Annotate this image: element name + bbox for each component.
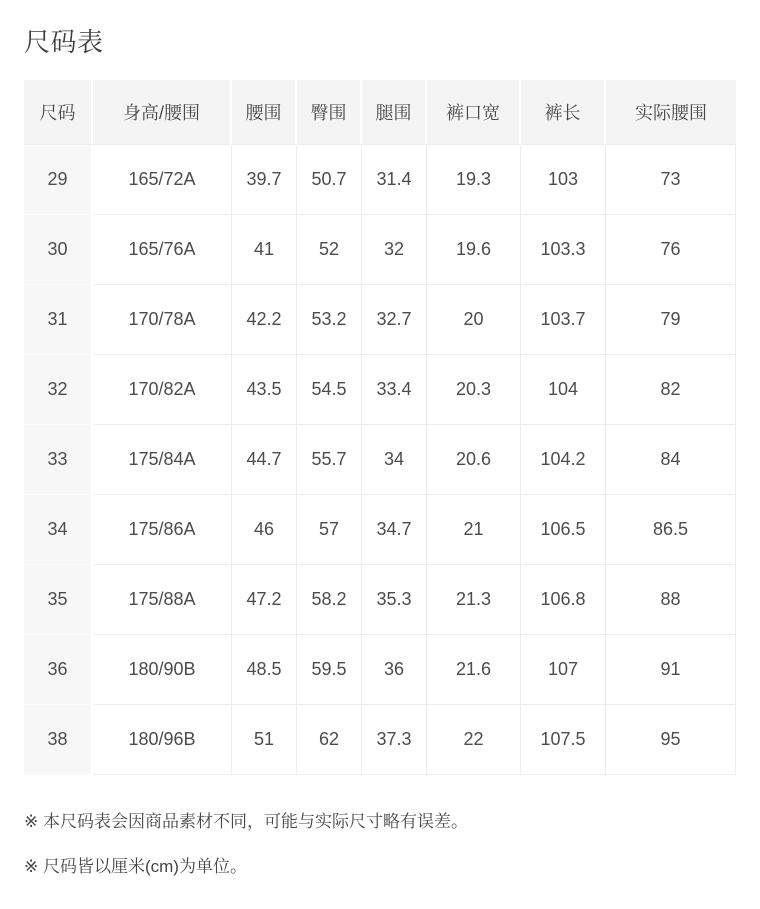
table-row — [24, 705, 736, 775]
table-cell: 107.5 — [521, 705, 606, 775]
table-body — [24, 145, 736, 775]
table-cell: 54.5 — [297, 355, 362, 425]
table-cell: 175/84A — [93, 425, 232, 495]
table-cell: 36 — [362, 635, 427, 705]
table-row — [24, 565, 736, 635]
table-cell: 95 — [606, 705, 736, 775]
table-row — [24, 355, 736, 425]
table-row — [24, 215, 736, 285]
table-row — [24, 635, 736, 705]
table-header-row — [24, 80, 736, 145]
table-cell: 34.7 — [362, 495, 427, 565]
table-row — [24, 425, 736, 495]
table-cell: 175/86A — [93, 495, 232, 565]
table-cell: 88 — [606, 565, 736, 635]
table-cell: 47.2 — [232, 565, 297, 635]
table-cell: 19.3 — [427, 145, 521, 215]
table-cell: 180/96B — [93, 705, 232, 775]
table-cell: 33.4 — [362, 355, 427, 425]
note-unit: ※ 尺码皆以厘米(cm)为单位。 — [24, 857, 247, 876]
table-cell: 170/82A — [93, 355, 232, 425]
notes-section — [24, 809, 736, 879]
table-cell: 104 — [521, 355, 606, 425]
column-header: 裤口宽 — [427, 80, 521, 145]
table-cell: 86.5 — [606, 495, 736, 565]
column-header: 腰围 — [232, 80, 297, 145]
table-row — [24, 495, 736, 565]
row-header-cell: 29 — [24, 145, 93, 215]
table-cell: 107 — [521, 635, 606, 705]
table-cell: 175/88A — [93, 565, 232, 635]
table-cell: 62 — [297, 705, 362, 775]
table-cell: 43.5 — [232, 355, 297, 425]
table-cell: 35.3 — [362, 565, 427, 635]
table-cell: 104.2 — [521, 425, 606, 495]
column-header: 尺码 — [24, 80, 93, 145]
table-cell: 20.3 — [427, 355, 521, 425]
table-row — [24, 145, 736, 215]
row-header-cell: 34 — [24, 495, 93, 565]
table-cell: 22 — [427, 705, 521, 775]
table-cell: 91 — [606, 635, 736, 705]
table-cell: 165/76A — [93, 215, 232, 285]
row-header-cell: 35 — [24, 565, 93, 635]
table-cell: 31.4 — [362, 145, 427, 215]
table-cell: 58.2 — [297, 565, 362, 635]
table-cell: 20 — [427, 285, 521, 355]
table-cell: 170/78A — [93, 285, 232, 355]
table-cell: 34 — [362, 425, 427, 495]
table-cell: 21 — [427, 495, 521, 565]
table-cell: 103.7 — [521, 285, 606, 355]
table-cell: 32.7 — [362, 285, 427, 355]
table-cell: 21.3 — [427, 565, 521, 635]
note-material-disclaimer: ※ 本尺码表会因商品素材不同，可能与实际尺寸略有误差。 — [24, 812, 468, 831]
table-cell: 55.7 — [297, 425, 362, 495]
table-cell: 59.5 — [297, 635, 362, 705]
row-header-cell: 30 — [24, 215, 93, 285]
row-header-cell: 33 — [24, 425, 93, 495]
table-cell: 42.2 — [232, 285, 297, 355]
size-table — [24, 80, 736, 775]
column-header: 实际腰围 — [606, 80, 736, 145]
table-cell: 41 — [232, 215, 297, 285]
table-cell: 103 — [521, 145, 606, 215]
table-cell: 106.5 — [521, 495, 606, 565]
row-header-cell: 32 — [24, 355, 93, 425]
table-cell: 76 — [606, 215, 736, 285]
table-cell: 19.6 — [427, 215, 521, 285]
table-cell: 32 — [362, 215, 427, 285]
column-header: 腿围 — [362, 80, 427, 145]
table-cell: 180/90B — [93, 635, 232, 705]
table-cell: 44.7 — [232, 425, 297, 495]
column-header: 裤长 — [521, 80, 606, 145]
table-cell: 165/72A — [93, 145, 232, 215]
column-header: 身高/腰围 — [93, 80, 232, 145]
table-cell: 46 — [232, 495, 297, 565]
row-header-cell: 31 — [24, 285, 93, 355]
table-cell: 50.7 — [297, 145, 362, 215]
table-cell: 21.6 — [427, 635, 521, 705]
table-cell: 73 — [606, 145, 736, 215]
row-header-cell: 38 — [24, 705, 93, 775]
table-cell: 53.2 — [297, 285, 362, 355]
table-cell: 37.3 — [362, 705, 427, 775]
table-cell: 57 — [297, 495, 362, 565]
table-cell: 79 — [606, 285, 736, 355]
column-header: 臀围 — [297, 80, 362, 145]
table-cell: 48.5 — [232, 635, 297, 705]
table-cell: 84 — [606, 425, 736, 495]
table-cell: 39.7 — [232, 145, 297, 215]
row-header-cell: 36 — [24, 635, 93, 705]
table-cell: 106.8 — [521, 565, 606, 635]
table-cell: 82 — [606, 355, 736, 425]
table-cell: 103.3 — [521, 215, 606, 285]
table-cell: 52 — [297, 215, 362, 285]
page-title: 尺码表 — [24, 27, 104, 57]
table-cell: 51 — [232, 705, 297, 775]
table-row — [24, 285, 736, 355]
table-cell: 20.6 — [427, 425, 521, 495]
